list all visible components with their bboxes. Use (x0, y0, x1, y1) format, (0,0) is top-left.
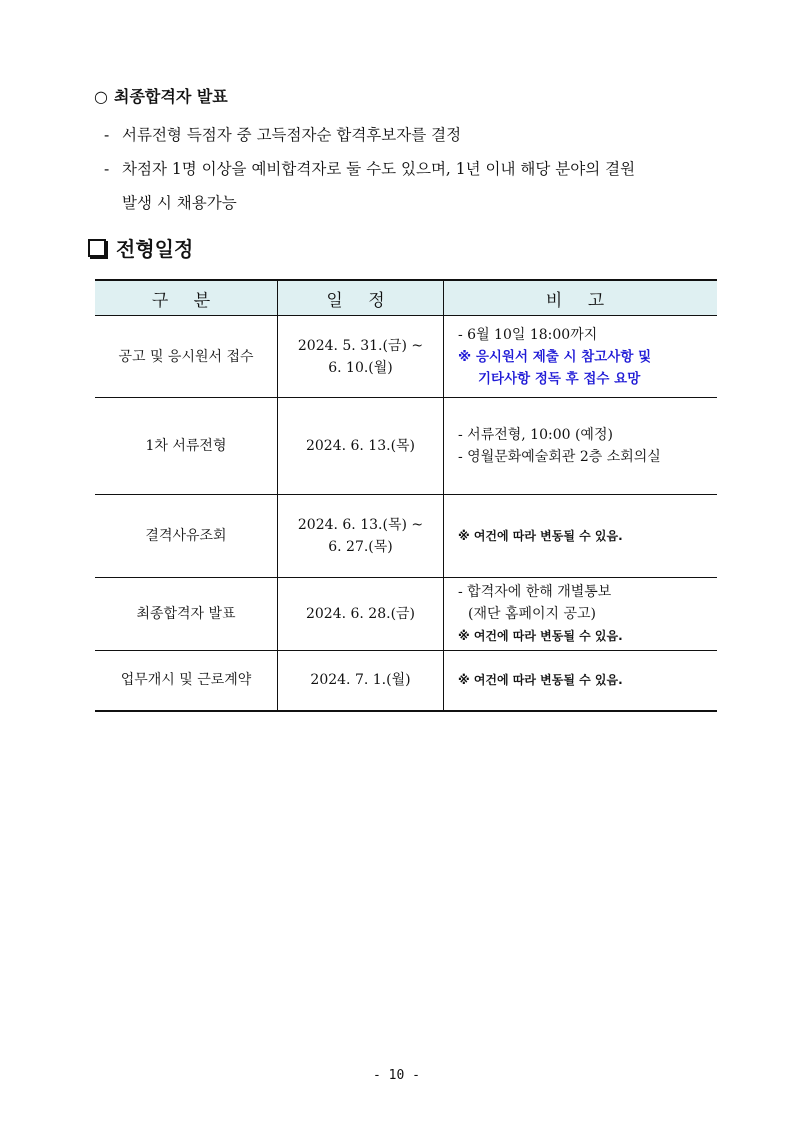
row-date: 2024. 6. 13.(목) (278, 398, 444, 495)
header-category: 구 분 (95, 280, 278, 316)
date-start: 2024. 6. 13.(목) ~ (297, 517, 424, 533)
row-note (444, 578, 718, 651)
schedule-table (95, 279, 717, 712)
row-category: 업무개시 및 근로계약 (95, 651, 278, 711)
dash-marker: - (104, 126, 110, 144)
note-highlight: ※ 응시원서 제출 시 참고사항 및 (458, 348, 652, 365)
checkbox-square-icon (88, 239, 106, 257)
circle-bullet-icon: ○ (94, 87, 108, 106)
list-item (104, 120, 724, 150)
header-note: 비 고 (444, 280, 718, 316)
row-note (444, 398, 718, 495)
schedule-title (88, 233, 193, 262)
row-note (444, 316, 718, 398)
dash-marker: - (104, 160, 110, 178)
date-start: 2024. 5. 31.(금) ~ (297, 337, 424, 354)
list-item-text: 서류전형 득점자 중 고득점자순 합격후보자를 결정 (122, 126, 462, 144)
row-note (444, 651, 718, 711)
table-row (95, 578, 717, 651)
note-highlight: 기타사항 정독 후 접수 요망 (478, 370, 641, 387)
section-heading (94, 84, 228, 107)
note-warning: ※ 여건에 따라 변동될 수 있음. (458, 673, 623, 688)
table-row (95, 495, 717, 578)
table-row (95, 398, 717, 495)
table-row (95, 651, 717, 711)
note-warning: ※ 여건에 따라 변동될 수 있음. (458, 529, 623, 543)
note-line: (재단 홈페이지 공고) (468, 606, 597, 622)
list-item (104, 154, 724, 218)
date-end: 6. 27.(목) (328, 539, 393, 555)
note-warning: ※ 여건에 따라 변동될 수 있음. (458, 629, 623, 643)
note-line: - 서류전형, 10:00 (예정) (458, 427, 613, 443)
schedule-title-text: 전형일정 (116, 237, 194, 261)
table-row (95, 316, 717, 398)
note-line: - 합격자에 한해 개별통보 (458, 584, 612, 600)
row-date (278, 495, 444, 578)
section-heading-text: 최종합격자 발표 (114, 87, 228, 106)
row-category: 결격사유조회 (95, 495, 278, 578)
row-date: 2024. 7. 1.(월) (278, 651, 444, 711)
page-number: - 10 - (373, 1068, 420, 1083)
row-note (444, 495, 718, 578)
list-item-text: 차점자 1명 이상을 예비합격자로 둘 수도 있으며, 1년 이내 해당 분야의 결원 (122, 160, 636, 178)
note-line: - 영월문화예술회관 2층 소회의실 (458, 449, 661, 465)
row-date: 2024. 6. 28.(금) (278, 578, 444, 651)
table-header-row (95, 280, 717, 316)
list-item-continuation: 발생 시 채용가능 (122, 194, 237, 212)
note-line: - 6월 10일 18:00까지 (458, 326, 598, 343)
row-category: 최종합격자 발표 (95, 578, 278, 651)
header-date: 일 정 (278, 280, 444, 316)
date-end: 6. 10.(월) (328, 359, 393, 376)
row-date (278, 316, 444, 398)
row-category: 1차 서류전형 (95, 398, 278, 495)
row-category: 공고 및 응시원서 접수 (95, 316, 278, 398)
